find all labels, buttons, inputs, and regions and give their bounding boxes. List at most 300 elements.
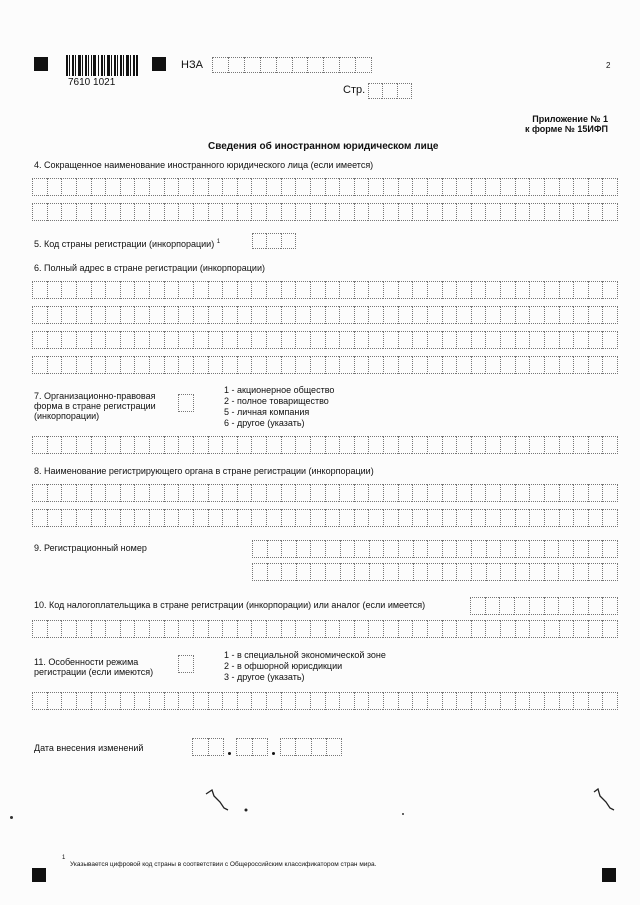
input-cell[interactable] [573, 692, 588, 710]
input-cell[interactable] [442, 356, 457, 374]
input-cell[interactable] [427, 509, 442, 527]
input-cell[interactable] [310, 509, 325, 527]
input-cell[interactable] [178, 655, 194, 673]
input-cell[interactable] [296, 540, 311, 558]
input-cell[interactable] [325, 281, 340, 299]
input-cell[interactable] [544, 563, 559, 581]
input-cell[interactable] [486, 563, 501, 581]
input-cell[interactable] [515, 281, 530, 299]
input-cell[interactable] [91, 620, 106, 638]
input-cell[interactable] [281, 484, 296, 502]
input-cell[interactable] [251, 203, 266, 221]
input-cell[interactable] [310, 620, 325, 638]
input-cell[interactable] [236, 738, 252, 756]
input-cell[interactable] [500, 540, 515, 558]
input-cell[interactable] [442, 692, 457, 710]
input-cell[interactable] [266, 233, 280, 249]
input-cell[interactable] [105, 692, 120, 710]
input-cell[interactable] [310, 563, 325, 581]
input-cell[interactable] [295, 356, 310, 374]
input-cell[interactable] [105, 356, 120, 374]
input-cell[interactable] [485, 692, 500, 710]
input-cell[interactable] [602, 540, 618, 558]
input-cell[interactable] [471, 306, 486, 324]
input-cell[interactable] [120, 436, 135, 454]
input-cell[interactable] [383, 281, 398, 299]
input-cell[interactable] [602, 281, 618, 299]
input-cell[interactable] [544, 306, 559, 324]
input-cell[interactable] [412, 306, 427, 324]
input-cell[interactable] [193, 484, 208, 502]
input-cell[interactable] [134, 178, 149, 196]
input-cell[interactable] [529, 436, 544, 454]
input-cell[interactable] [456, 509, 471, 527]
input-cell[interactable] [559, 306, 574, 324]
input-cell[interactable] [573, 306, 588, 324]
input-cell[interactable] [178, 356, 193, 374]
input-cell[interactable] [310, 306, 325, 324]
input-cell[interactable] [120, 620, 135, 638]
input-cell[interactable] [354, 203, 369, 221]
input-cell[interactable] [47, 356, 62, 374]
input-cell[interactable] [588, 484, 603, 502]
input-cell[interactable] [164, 484, 179, 502]
input-cell[interactable] [559, 484, 574, 502]
input-cell[interactable] [354, 509, 369, 527]
input-cell[interactable] [32, 620, 47, 638]
input-cell[interactable] [32, 436, 47, 454]
input-cell[interactable] [368, 281, 383, 299]
input-cell[interactable] [134, 509, 149, 527]
input-cell[interactable] [76, 509, 91, 527]
input-cell[interactable] [193, 331, 208, 349]
input-cell[interactable] [76, 356, 91, 374]
input-cell[interactable] [149, 509, 164, 527]
input-cell[interactable] [442, 203, 457, 221]
input-cell[interactable] [558, 597, 573, 615]
input-cell[interactable] [134, 203, 149, 221]
input-cell[interactable] [413, 563, 428, 581]
input-cell[interactable] [515, 620, 530, 638]
input-cell[interactable] [442, 306, 457, 324]
field-7-code-input[interactable] [178, 394, 194, 412]
input-cell[interactable] [149, 484, 164, 502]
input-cell[interactable] [193, 620, 208, 638]
input-cell[interactable] [573, 436, 588, 454]
input-cell[interactable] [32, 509, 47, 527]
input-cell[interactable] [573, 281, 588, 299]
input-cell[interactable] [134, 484, 149, 502]
input-cell[interactable] [47, 331, 62, 349]
input-cell[interactable] [427, 178, 442, 196]
input-cell[interactable] [339, 484, 354, 502]
input-cell[interactable] [544, 484, 559, 502]
input-cell[interactable] [515, 331, 530, 349]
input-cell[interactable] [134, 692, 149, 710]
input-cell[interactable] [208, 306, 223, 324]
input-cell[interactable] [310, 203, 325, 221]
input-cell[interactable] [485, 178, 500, 196]
input-cell[interactable] [559, 203, 574, 221]
input-cell[interactable] [76, 331, 91, 349]
input-cell[interactable] [120, 484, 135, 502]
input-cell[interactable] [295, 436, 310, 454]
input-cell[interactable] [105, 178, 120, 196]
input-cell[interactable] [588, 563, 603, 581]
input-cell[interactable] [573, 178, 588, 196]
input-cell[interactable] [515, 203, 530, 221]
input-cell[interactable] [398, 620, 413, 638]
input-cell[interactable] [193, 281, 208, 299]
input-cell[interactable] [515, 540, 530, 558]
input-cell[interactable] [442, 563, 457, 581]
field-4-input-row-2[interactable] [32, 203, 618, 221]
input-cell[interactable] [237, 306, 252, 324]
input-cell[interactable] [602, 563, 618, 581]
input-cell[interactable] [485, 331, 500, 349]
input-cell[interactable] [354, 484, 369, 502]
input-cell[interactable] [193, 509, 208, 527]
input-cell[interactable] [500, 436, 515, 454]
input-cell[interactable] [500, 331, 515, 349]
input-cell[interactable] [32, 692, 47, 710]
input-cell[interactable] [515, 692, 530, 710]
input-cell[interactable] [354, 692, 369, 710]
input-cell[interactable] [368, 620, 383, 638]
input-cell[interactable] [105, 620, 120, 638]
input-cell[interactable] [588, 306, 603, 324]
input-cell[interactable] [339, 203, 354, 221]
input-cell[interactable] [383, 509, 398, 527]
input-cell[interactable] [266, 692, 281, 710]
input-cell[interactable] [208, 509, 223, 527]
input-cell[interactable] [573, 563, 588, 581]
input-cell[interactable] [222, 178, 237, 196]
input-cell[interactable] [339, 306, 354, 324]
input-cell[interactable] [295, 738, 310, 756]
input-cell[interactable] [529, 356, 544, 374]
input-cell[interactable] [222, 692, 237, 710]
input-cell[interactable] [602, 620, 618, 638]
input-cell[interactable] [514, 597, 529, 615]
input-cell[interactable] [105, 203, 120, 221]
input-cell[interactable] [310, 356, 325, 374]
input-cell[interactable] [310, 484, 325, 502]
input-cell[interactable] [383, 436, 398, 454]
input-cell[interactable] [515, 356, 530, 374]
field-6-input-row-1[interactable] [32, 281, 618, 299]
input-cell[interactable] [91, 436, 106, 454]
input-cell[interactable] [485, 509, 500, 527]
input-cell[interactable] [61, 620, 76, 638]
input-cell[interactable] [178, 509, 193, 527]
input-cell[interactable] [325, 540, 340, 558]
input-cell[interactable] [222, 509, 237, 527]
input-cell[interactable] [515, 509, 530, 527]
input-cell[interactable] [339, 281, 354, 299]
input-cell[interactable] [164, 281, 179, 299]
input-cell[interactable] [266, 436, 281, 454]
input-cell[interactable] [295, 178, 310, 196]
input-cell[interactable] [164, 692, 179, 710]
input-cell[interactable] [149, 331, 164, 349]
input-cell[interactable] [529, 597, 544, 615]
input-cell[interactable] [529, 620, 544, 638]
input-cell[interactable] [412, 620, 427, 638]
input-cell[interactable] [515, 563, 530, 581]
field-9-input-row-1[interactable] [252, 540, 618, 558]
input-cell[interactable] [544, 692, 559, 710]
input-cell[interactable] [339, 436, 354, 454]
input-cell[interactable] [251, 331, 266, 349]
input-cell[interactable] [105, 306, 120, 324]
input-cell[interactable] [573, 484, 588, 502]
field-10-input-row-2[interactable] [32, 620, 618, 638]
input-cell[interactable] [558, 563, 573, 581]
input-cell[interactable] [398, 331, 413, 349]
input-cell[interactable] [325, 178, 340, 196]
input-cell[interactable] [281, 509, 296, 527]
input-cell[interactable] [120, 331, 135, 349]
input-cell[interactable] [588, 692, 603, 710]
input-cell[interactable] [251, 281, 266, 299]
input-cell[interactable] [559, 620, 574, 638]
input-cell[interactable] [237, 620, 252, 638]
input-cell[interactable] [398, 356, 413, 374]
input-cell[interactable] [471, 178, 486, 196]
input-cell[interactable] [368, 356, 383, 374]
input-cell[interactable] [471, 356, 486, 374]
input-cell[interactable] [281, 281, 296, 299]
input-cell[interactable] [61, 484, 76, 502]
input-cell[interactable] [544, 620, 559, 638]
input-cell[interactable] [573, 509, 588, 527]
input-cell[interactable] [368, 692, 383, 710]
input-cell[interactable] [515, 436, 530, 454]
input-cell[interactable] [208, 436, 223, 454]
input-cell[interactable] [383, 356, 398, 374]
input-cell[interactable] [251, 436, 266, 454]
input-cell[interactable] [529, 692, 544, 710]
input-cell[interactable] [237, 178, 252, 196]
input-cell[interactable] [383, 331, 398, 349]
input-cell[interactable] [398, 306, 413, 324]
input-cell[interactable] [193, 356, 208, 374]
input-cell[interactable] [602, 436, 618, 454]
input-cell[interactable] [47, 509, 62, 527]
input-cell[interactable] [471, 563, 486, 581]
input-cell[interactable] [61, 436, 76, 454]
input-cell[interactable] [515, 178, 530, 196]
field-11-other-input[interactable] [32, 692, 618, 710]
input-cell[interactable] [602, 484, 618, 502]
input-cell[interactable] [368, 484, 383, 502]
input-cell[interactable] [251, 356, 266, 374]
input-cell[interactable] [32, 281, 47, 299]
input-cell[interactable] [456, 540, 471, 558]
input-cell[interactable] [398, 563, 413, 581]
input-cell[interactable] [383, 306, 398, 324]
input-cell[interactable] [164, 620, 179, 638]
input-cell[interactable] [354, 563, 369, 581]
input-cell[interactable] [134, 331, 149, 349]
input-cell[interactable] [383, 692, 398, 710]
input-cell[interactable] [427, 436, 442, 454]
input-cell[interactable] [544, 597, 559, 615]
input-cell[interactable] [47, 281, 62, 299]
input-cell[interactable] [485, 597, 500, 615]
input-cell[interactable] [91, 356, 106, 374]
input-cell[interactable] [500, 203, 515, 221]
input-cell[interactable] [149, 203, 164, 221]
input-cell[interactable] [281, 203, 296, 221]
input-cell[interactable] [412, 509, 427, 527]
input-cell[interactable] [544, 436, 559, 454]
input-cell[interactable] [237, 331, 252, 349]
input-cell[interactable] [398, 509, 413, 527]
input-cell[interactable] [427, 563, 442, 581]
input-cell[interactable] [237, 356, 252, 374]
input-cell[interactable] [485, 484, 500, 502]
input-cell[interactable] [369, 563, 384, 581]
input-cell[interactable] [208, 203, 223, 221]
input-cell[interactable] [178, 436, 193, 454]
input-cell[interactable] [354, 178, 369, 196]
input-cell[interactable] [310, 281, 325, 299]
input-cell[interactable] [266, 356, 281, 374]
input-cell[interactable] [149, 620, 164, 638]
field-7-other-input[interactable] [32, 436, 618, 454]
input-cell[interactable] [471, 620, 486, 638]
input-cell[interactable] [500, 620, 515, 638]
input-cell[interactable] [588, 597, 603, 615]
input-cell[interactable] [485, 620, 500, 638]
change-date-day-input[interactable] [192, 738, 224, 756]
input-cell[interactable] [281, 692, 296, 710]
input-cell[interactable] [32, 356, 47, 374]
field-6-input-row-3[interactable] [32, 331, 618, 349]
input-cell[interactable] [340, 540, 355, 558]
input-cell[interactable] [61, 692, 76, 710]
input-cell[interactable] [149, 306, 164, 324]
input-cell[interactable] [208, 484, 223, 502]
input-cell[interactable] [178, 331, 193, 349]
input-cell[interactable] [251, 178, 266, 196]
input-cell[interactable] [368, 203, 383, 221]
input-cell[interactable] [471, 331, 486, 349]
input-cell[interactable] [588, 178, 603, 196]
input-cell[interactable] [91, 306, 106, 324]
input-cell[interactable] [266, 306, 281, 324]
input-cell[interactable] [61, 178, 76, 196]
input-cell[interactable] [251, 484, 266, 502]
input-cell[interactable] [456, 178, 471, 196]
input-cell[interactable] [266, 281, 281, 299]
input-cell[interactable] [500, 563, 515, 581]
input-cell[interactable] [76, 306, 91, 324]
input-cell[interactable] [529, 306, 544, 324]
input-cell[interactable] [470, 597, 485, 615]
input-cell[interactable] [559, 356, 574, 374]
input-cell[interactable] [251, 509, 266, 527]
input-cell[interactable] [500, 509, 515, 527]
input-cell[interactable] [339, 331, 354, 349]
input-cell[interactable] [529, 281, 544, 299]
input-cell[interactable] [485, 281, 500, 299]
input-cell[interactable] [325, 620, 340, 638]
input-cell[interactable] [193, 203, 208, 221]
input-cell[interactable] [368, 436, 383, 454]
input-cell[interactable] [529, 563, 544, 581]
input-cell[interactable] [91, 331, 106, 349]
input-cell[interactable] [295, 620, 310, 638]
input-cell[interactable] [61, 331, 76, 349]
input-cell[interactable] [588, 620, 603, 638]
input-cell[interactable] [310, 692, 325, 710]
input-cell[interactable] [573, 331, 588, 349]
input-cell[interactable] [471, 203, 486, 221]
input-cell[interactable] [471, 509, 486, 527]
input-cell[interactable] [91, 509, 106, 527]
input-cell[interactable] [544, 540, 559, 558]
input-cell[interactable] [252, 738, 269, 756]
input-cell[interactable] [61, 281, 76, 299]
input-cell[interactable] [383, 540, 398, 558]
input-cell[interactable] [251, 692, 266, 710]
input-cell[interactable] [354, 281, 369, 299]
input-cell[interactable] [559, 436, 574, 454]
input-cell[interactable] [222, 620, 237, 638]
input-cell[interactable] [222, 484, 237, 502]
input-cell[interactable] [412, 692, 427, 710]
input-cell[interactable] [602, 306, 618, 324]
field-4-input-row-1[interactable] [32, 178, 618, 196]
field-8-input-row-1[interactable] [32, 484, 618, 502]
input-cell[interactable] [354, 436, 369, 454]
input-cell[interactable] [149, 281, 164, 299]
input-cell[interactable] [486, 540, 501, 558]
input-cell[interactable] [339, 509, 354, 527]
input-cell[interactable] [105, 281, 120, 299]
input-cell[interactable] [456, 620, 471, 638]
input-cell[interactable] [47, 620, 62, 638]
input-cell[interactable] [602, 692, 618, 710]
input-cell[interactable] [383, 563, 398, 581]
input-cell[interactable] [281, 563, 296, 581]
input-cell[interactable] [602, 178, 618, 196]
input-cell[interactable] [485, 306, 500, 324]
input-cell[interactable] [193, 306, 208, 324]
input-cell[interactable] [398, 484, 413, 502]
input-cell[interactable] [310, 540, 325, 558]
input-cell[interactable] [412, 331, 427, 349]
input-cell[interactable] [544, 356, 559, 374]
input-cell[interactable] [164, 509, 179, 527]
input-cell[interactable] [456, 484, 471, 502]
input-cell[interactable] [76, 436, 91, 454]
change-date-month-input[interactable] [236, 738, 268, 756]
input-cell[interactable] [222, 331, 237, 349]
input-cell[interactable] [427, 540, 442, 558]
input-cell[interactable] [427, 620, 442, 638]
input-cell[interactable] [500, 484, 515, 502]
input-cell[interactable] [573, 620, 588, 638]
input-cell[interactable] [47, 436, 62, 454]
input-cell[interactable] [281, 233, 296, 249]
input-cell[interactable] [456, 356, 471, 374]
input-cell[interactable] [296, 563, 311, 581]
input-cell[interactable] [544, 203, 559, 221]
